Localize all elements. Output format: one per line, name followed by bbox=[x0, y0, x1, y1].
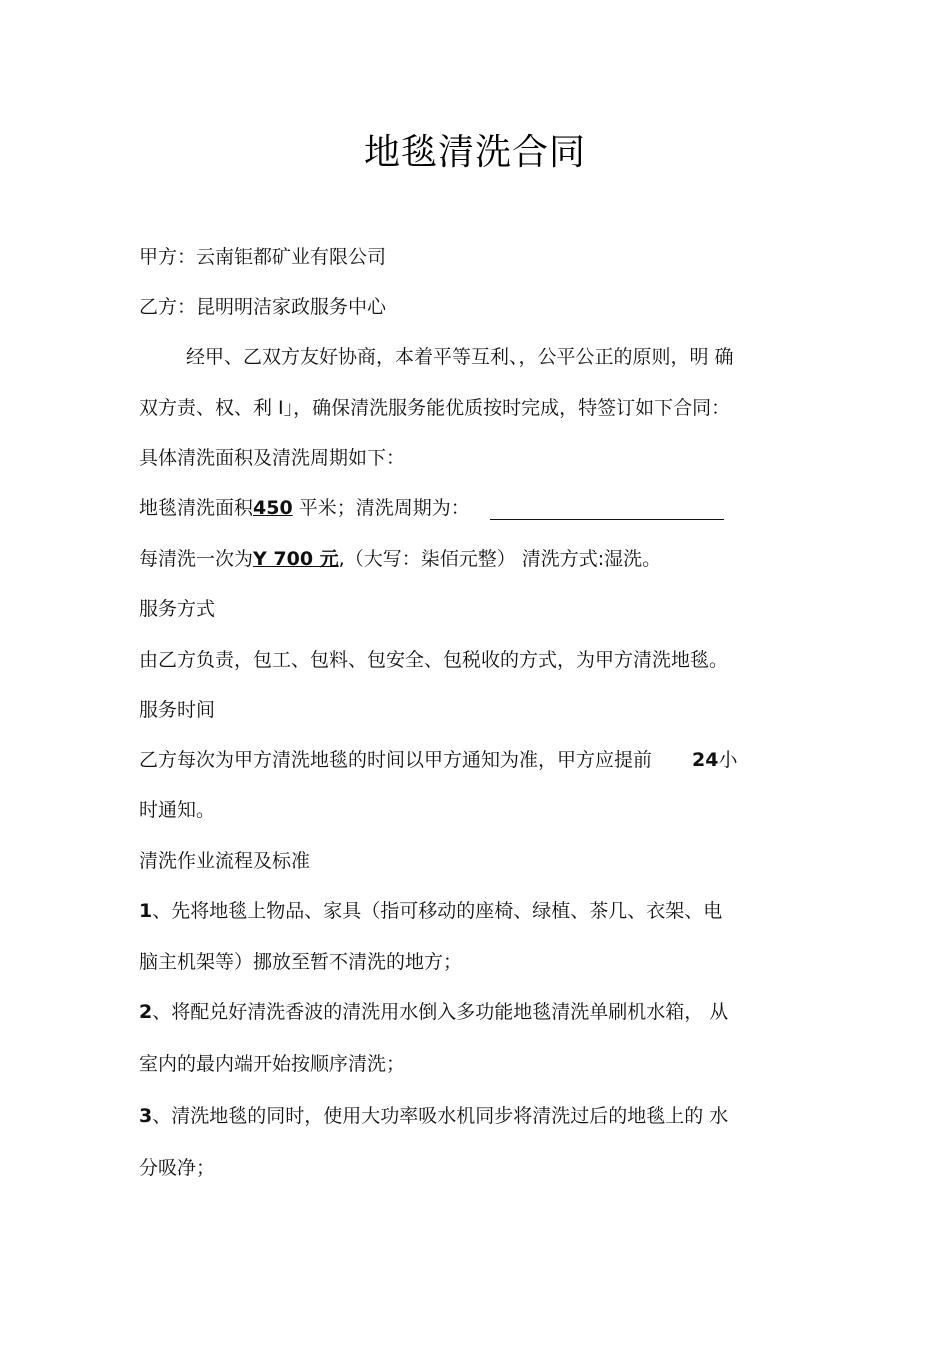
process-item-3-line-2: 分吸净； bbox=[139, 1157, 216, 1179]
process-heading: 清洗作业流程及标准 bbox=[139, 850, 311, 872]
process-item-3-line-1 bbox=[139, 1101, 728, 1131]
process-item-1-line-1 bbox=[139, 896, 722, 926]
price-suffix: ,（大写：柒佰元整） 清洗方式:湿洗。 bbox=[338, 548, 662, 570]
service-mode-text: 由乙方负责，包工、包料、包安全、包税收的方式，为甲方清洗地毯。 bbox=[139, 649, 729, 671]
service-time-text: 乙方每次为甲方清洗地毯的时间以甲方通知为准，甲方应提前 bbox=[139, 749, 653, 771]
notice-hours: 24 bbox=[692, 749, 719, 771]
notice-hours-unit: 小 bbox=[718, 749, 738, 771]
service-time-heading: 服务时间 bbox=[139, 699, 216, 721]
process-item-text: 、先将地毯上物品、家具（指可移动的座椅、绿植、茶几、衣架、电 bbox=[152, 900, 723, 922]
price-line bbox=[139, 544, 661, 574]
area-line bbox=[139, 493, 724, 523]
process-item-text: 、清洗地毯的同时，使用大功率吸水机同步将清洗过后的地毯上的 水 bbox=[152, 1105, 729, 1127]
process-item-2-line-1 bbox=[139, 997, 728, 1027]
price-prefix: 每清洗一次为 bbox=[139, 548, 254, 570]
process-item-number: 2 bbox=[139, 1001, 153, 1023]
party-a: 甲方：云南钜都矿业有限公司 bbox=[139, 246, 387, 268]
service-time-line-2: 时通知。 bbox=[139, 799, 216, 821]
area-value: 450 bbox=[253, 497, 293, 519]
service-mode-heading: 服务方式 bbox=[139, 598, 216, 620]
process-item-number: 3 bbox=[139, 1105, 153, 1127]
area-prefix: 地毯清洗面积 bbox=[139, 497, 254, 519]
party-b: 乙方：昆明明洁家政服务中心 bbox=[139, 296, 387, 318]
area-suffix: 平米；清洗周期为： bbox=[292, 497, 470, 519]
process-item-2-line-2: 室内的最内端开始按顺序清洗； bbox=[139, 1053, 406, 1075]
specifics-heading: 具体清洗面积及清洗周期如下： bbox=[139, 447, 406, 469]
cleaning-cycle-blank bbox=[490, 499, 724, 520]
service-time-line-1 bbox=[139, 745, 737, 775]
price-value: Y 700 元 bbox=[253, 548, 339, 570]
process-item-number: 1 bbox=[139, 900, 153, 922]
document-title: 地毯清洗合同 bbox=[363, 132, 586, 173]
process-item-text: 、将配兑好清洗香波的清洗用水倒入多功能地毯清洗单刷机水箱， 从 bbox=[152, 1001, 729, 1023]
intro-line-2: 双方责、权、利 I」，确保清洗服务能优质按时完成，特签订如下合同： bbox=[139, 397, 731, 419]
intro-line-1: 经甲、乙双方友好协商，本着平等互利、，公平公正的原则，明 确 bbox=[186, 346, 734, 368]
process-item-1-line-2: 脑主机架等）挪放至暂不清洗的地方； bbox=[139, 951, 463, 973]
